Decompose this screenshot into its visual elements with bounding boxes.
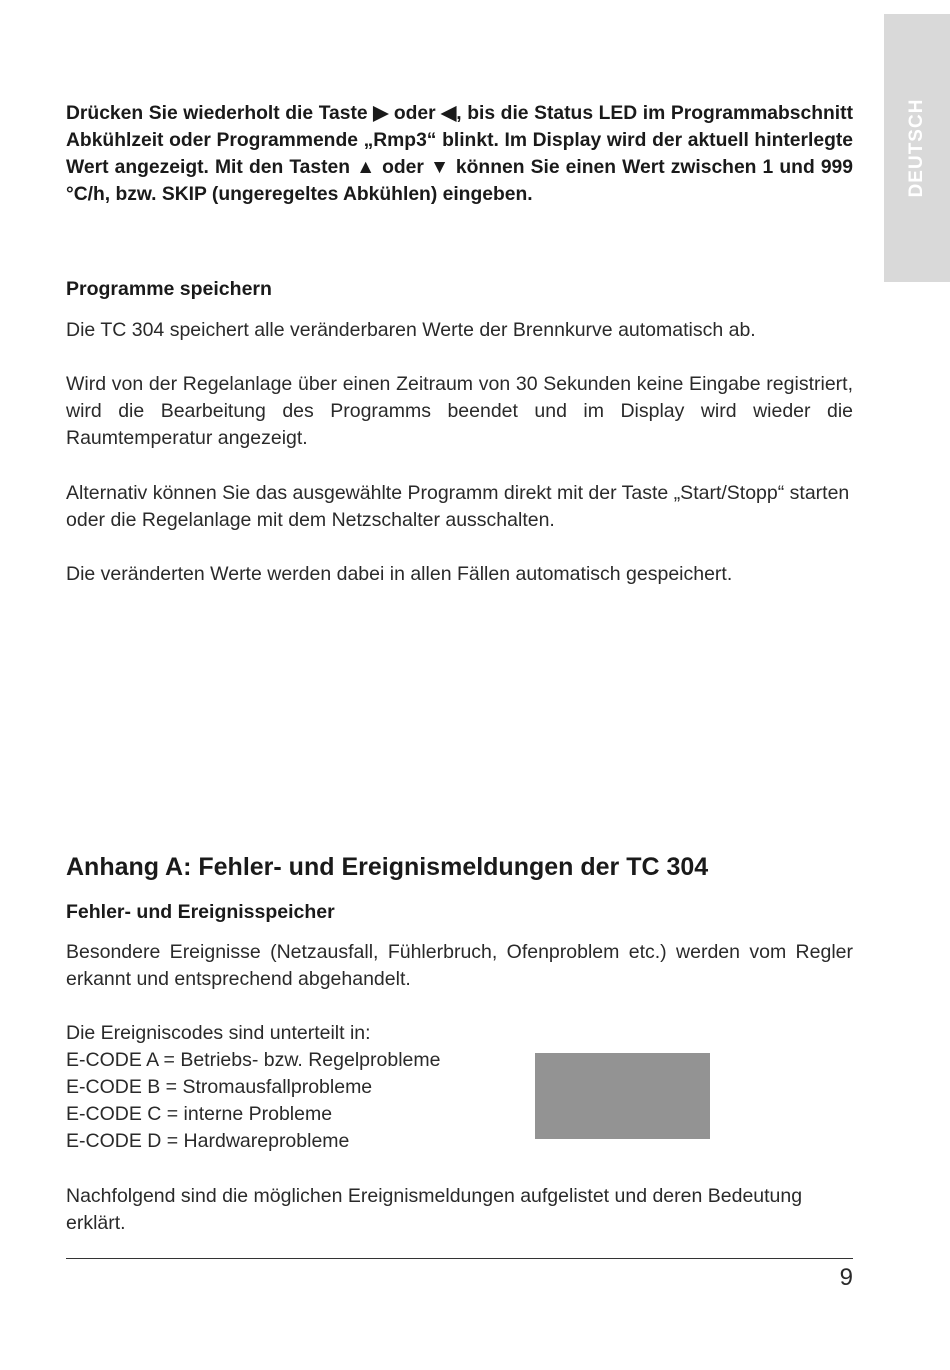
appendix-outro: Nachfolgend sind die möglichen Ereignismeldungen aufgelistet und deren Bedeutung erklärt. <box>66 1185 803 1234</box>
event-codes-block <box>66 1020 853 1155</box>
appendix-title: Anhang A: Fehler- und Ereignismeldungen der TC 304 <box>66 853 709 881</box>
footer-divider <box>66 1258 853 1259</box>
event-codes-intro: Die Ereigniscodes sind unterteilt in: <box>66 1022 371 1044</box>
event-code-a: E-CODE A = Betriebs- bzw. Regelprobleme <box>66 1049 441 1071</box>
event-code-d: E-CODE D = Hardwareprobleme <box>66 1130 350 1152</box>
save-paragraph-2: Wird von der Regelanlage über einen Zeitraum von 30 Sekunden keine Eingabe registriert, wird die Bearbeitung des Programms beendet und im Display wird wieder die Raumtemperatur angezeigt. <box>66 373 853 449</box>
event-code-c: E-CODE C = interne Probleme <box>66 1103 333 1125</box>
page-number: 9 <box>839 1264 853 1291</box>
save-paragraph-1: Die TC 304 speichert alle veränderbaren Werte der Brennkurve automatisch ab. <box>66 319 756 341</box>
save-section-heading: Programme speichern <box>66 278 272 300</box>
image-placeholder <box>535 1053 710 1139</box>
save-section <box>66 276 853 303</box>
save-paragraph-4: Die veränderten Werte werden dabei in allen Fällen automatisch gespeichert. <box>66 563 733 585</box>
appendix-intro: Besondere Ereignisse (Netzausfall, Fühlerbruch, Ofenproblem etc.) werden vom Regler erkannt und entsprechend abgehandelt. <box>66 941 853 990</box>
appendix-subheading: Fehler- und Ereignisspeicher <box>66 901 335 923</box>
language-tab-label: DEUTSCH <box>906 98 927 198</box>
save-paragraph-3: Alternativ können Sie das ausgewählte Programm direkt mit der Taste „Start/Stopp“ starten oder die Regelanlage mit dem Netzschalter ausschalten. <box>66 482 850 531</box>
event-codes-list <box>66 1047 853 1155</box>
intro-paragraph: Drücken Sie wiederholt die Taste ▶ oder ◀, bis die Status LED im Programmabschnitt Abkühlzeit oder Programmende „Rmp3“ blinkt. Im Display wird der aktuell hinterlegte Wert angezeigt. Mit den Tasten ▲ oder ▼ können Sie einen Wert zwischen 1 und 999 °C/h, bzw. SKIP (ungeregeltes Abkühlen) eingeben. <box>66 103 853 205</box>
event-code-b: E-CODE B = Stromausfallprobleme <box>66 1076 373 1098</box>
